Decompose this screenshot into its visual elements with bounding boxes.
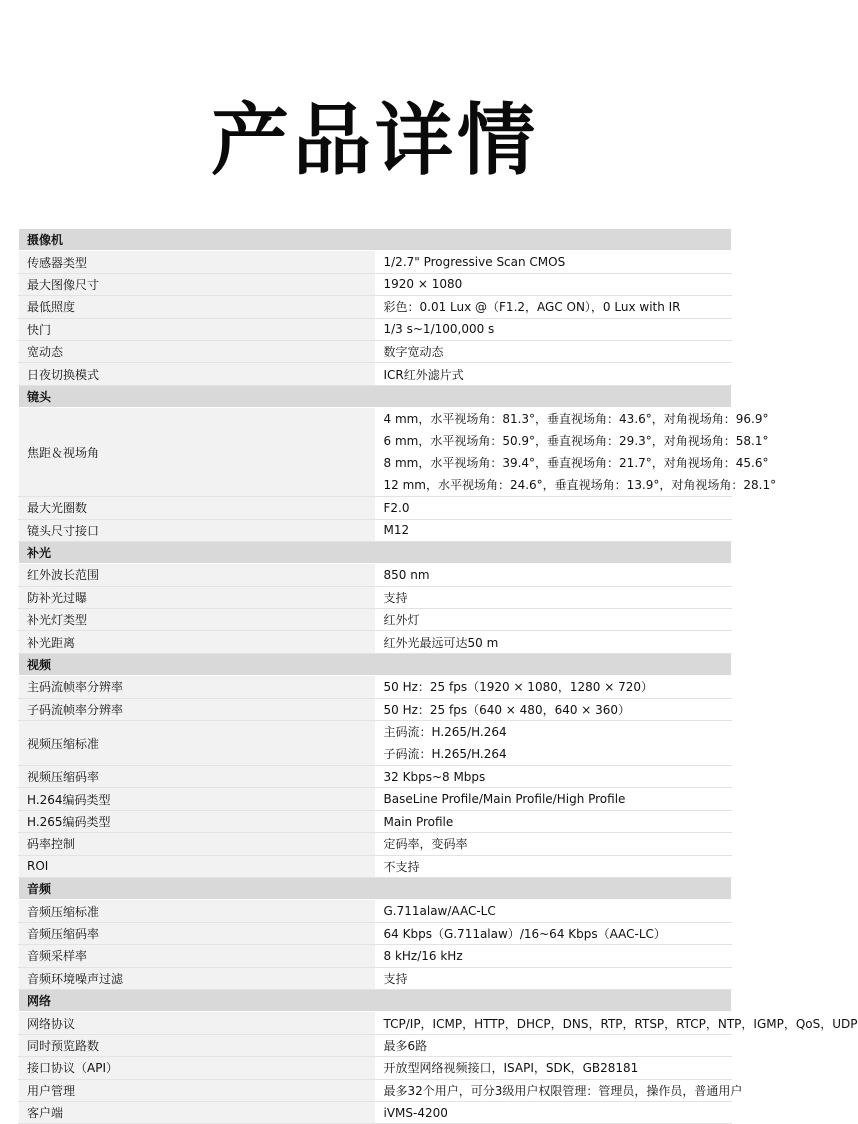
- spec-key: 网络协议: [19, 1012, 376, 1034]
- table-row: [19, 363, 732, 385]
- spec-key: 传感器类型: [19, 251, 376, 273]
- spec-value: 定码率，变码率: [375, 833, 732, 855]
- table-row: [19, 318, 732, 340]
- spec-key: 日夜切换模式: [19, 363, 376, 385]
- table-row: [19, 1012, 732, 1034]
- spec-key: 子码流帧率分辨率: [19, 698, 376, 720]
- spec-key: 宽动态: [19, 340, 376, 362]
- table-row: [19, 766, 732, 788]
- table-row: [19, 721, 732, 766]
- spec-key: 音频压缩码率: [19, 922, 376, 944]
- spec-key: 码率控制: [19, 833, 376, 855]
- spec-value: 红外灯: [375, 609, 732, 631]
- spec-value: 数字宽动态: [375, 340, 732, 362]
- table-row: [19, 810, 732, 832]
- section-label: 视频: [19, 653, 732, 675]
- spec-value: 最多6路: [375, 1034, 732, 1056]
- table-row: [19, 296, 732, 318]
- spec-key: 视频压缩标准: [19, 721, 376, 766]
- spec-value: 支持: [375, 967, 732, 989]
- section-header-network: [19, 989, 732, 1011]
- focal-line: 4 mm，水平视场角：81.3°，垂直视场角：43.6°，对角视场角：96.9°: [383, 412, 769, 427]
- table-row: [19, 586, 732, 608]
- section-header-camera: [19, 229, 732, 251]
- spec-key: 红外波长范围: [19, 564, 376, 586]
- spec-value-multiline: [375, 721, 732, 766]
- spec-value: ICR红外滤片式: [375, 363, 732, 385]
- table-row: [19, 676, 732, 698]
- spec-value: 32 Kbps~8 Mbps: [375, 766, 732, 788]
- table-row: [19, 1057, 732, 1079]
- table-row: [19, 1079, 732, 1101]
- table-row: [19, 967, 732, 989]
- table-row: [19, 1101, 732, 1123]
- focal-line: 12 mm，水平视场角：24.6°，垂直视场角：13.9°，对角视场角：28.1°: [383, 478, 777, 493]
- spec-key: H.265编码类型: [19, 810, 376, 832]
- spec-value: 最多32个用户，可分3级用户权限管理：管理员，操作员，普通用户: [375, 1079, 732, 1101]
- table-row: [19, 833, 732, 855]
- focal-line: 8 mm，水平视场角：39.4°，垂直视场角：21.7°，对角视场角：45.6°: [383, 456, 769, 471]
- section-header-video: [19, 653, 732, 675]
- spec-key: 最大光圈数: [19, 497, 376, 519]
- compress-line: 主码流：H.265/H.264: [383, 725, 507, 740]
- spec-value: F2.0: [375, 497, 732, 519]
- table-row: [19, 273, 732, 295]
- table-row: [19, 519, 732, 541]
- table-row: [19, 497, 732, 519]
- spec-key: 音频采样率: [19, 945, 376, 967]
- spec-key: 镜头尺寸接口: [19, 519, 376, 541]
- section-label: 补光: [19, 541, 732, 563]
- table-row: [19, 251, 732, 273]
- table-row: [19, 408, 732, 497]
- spec-key: 用户管理: [19, 1079, 376, 1101]
- section-header-lens: [19, 385, 732, 407]
- spec-value: TCP/IP，ICMP，HTTP，DHCP，DNS，RTP，RTSP，RTCP，NTP，IGMP，QoS，UDP: [375, 1012, 732, 1034]
- spec-key: 视频压缩码率: [19, 766, 376, 788]
- table-row: [19, 698, 732, 720]
- spec-key: 补光距离: [19, 631, 376, 653]
- table-row: [19, 855, 732, 877]
- spec-key: 补光灯类型: [19, 609, 376, 631]
- spec-key: H.264编码类型: [19, 788, 376, 810]
- spec-value: 开放型网络视频接口，ISAPI，SDK，GB28181: [375, 1057, 732, 1079]
- spec-value: 8 kHz/16 kHz: [375, 945, 732, 967]
- spec-key: 主码流帧率分辨率: [19, 676, 376, 698]
- section-header-audio: [19, 877, 732, 899]
- spec-value: 1920 × 1080: [375, 273, 732, 295]
- section-label: 摄像机: [19, 229, 732, 251]
- section-header-light: [19, 541, 732, 563]
- spec-key: 音频压缩标准: [19, 900, 376, 922]
- spec-value: 不支持: [375, 855, 732, 877]
- spec-key: 防补光过曝: [19, 586, 376, 608]
- table-row: [19, 900, 732, 922]
- spec-value: 彩色：0.01 Lux @（F1.2，AGC ON），0 Lux with IR: [375, 296, 732, 318]
- spec-value-multiline: [375, 408, 777, 497]
- section-label: 镜头: [19, 385, 732, 407]
- table-row: [19, 788, 732, 810]
- spec-key: 快门: [19, 318, 376, 340]
- table-row: [19, 1034, 732, 1056]
- spec-value: 红外光最远可达50 m: [375, 631, 732, 653]
- spec-value: BaseLine Profile/Main Profile/High Profile: [375, 788, 732, 810]
- compress-line: 子码流：H.265/H.264: [383, 747, 507, 762]
- spec-key: 最低照度: [19, 296, 376, 318]
- spec-value: M12: [375, 519, 732, 541]
- spec-value: 64 Kbps（G.711alaw）/16~64 Kbps（AAC-LC）: [375, 922, 732, 944]
- table-row: [19, 945, 732, 967]
- spec-key: 最大图像尺寸: [19, 273, 376, 295]
- table-row: [19, 564, 732, 586]
- spec-value: Main Profile: [375, 810, 732, 832]
- spec-value: 1/3 s~1/100,000 s: [375, 318, 732, 340]
- table-row: [19, 631, 732, 653]
- table-row: [19, 609, 732, 631]
- spec-key: 客户端: [19, 1101, 376, 1123]
- table-row: [19, 922, 732, 944]
- spec-key: 接口协议（API）: [19, 1057, 376, 1079]
- spec-value: iVMS-4200: [375, 1101, 732, 1123]
- spec-value: 850 nm: [375, 564, 732, 586]
- spec-value: 50 Hz：25 fps（640 × 480，640 × 360）: [375, 698, 732, 720]
- spec-value: G.711alaw/AAC-LC: [375, 900, 732, 922]
- spec-key: ROI: [19, 855, 376, 877]
- focal-line: 6 mm，水平视场角：50.9°，垂直视场角：29.3°，对角视场角：58.1°: [383, 434, 769, 449]
- spec-key: 音频环境噪声过滤: [19, 967, 376, 989]
- spec-value: 50 Hz：25 fps（1920 × 1080，1280 × 720）: [375, 676, 732, 698]
- spec-key: 焦距＆视场角: [19, 408, 376, 497]
- page-title: 产品详情: [210, 96, 539, 186]
- spec-table: [18, 228, 858, 1124]
- section-label: 音频: [19, 877, 732, 899]
- spec-value: 1/2.7" Progressive Scan CMOS: [375, 251, 732, 273]
- section-label: 网络: [19, 989, 732, 1011]
- table-row: [19, 340, 732, 362]
- spec-key: 同时预览路数: [19, 1034, 376, 1056]
- spec-value: 支持: [375, 586, 732, 608]
